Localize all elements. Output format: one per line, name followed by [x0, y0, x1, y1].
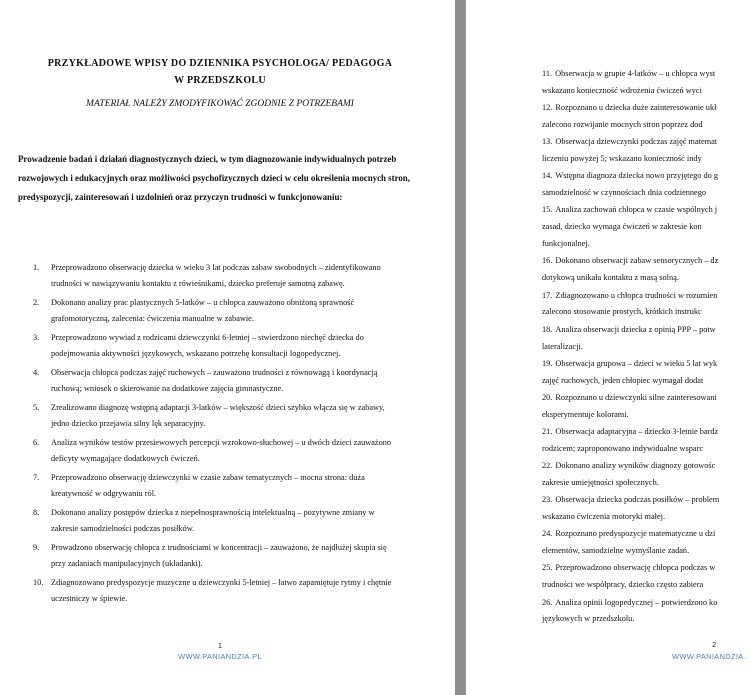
document-title-line-1: PRZYKŁADOWE WPISY DO DZIENNIKA PSYCHOLOGA/ PEDAGOGA: [47, 58, 393, 69]
list-item-number: 14.: [542, 171, 553, 181]
list-item-number: 10.: [33, 578, 44, 587]
list-item: [542, 560, 750, 594]
list-item-line: Obserwacja dziewczynki podczas zajęć matemat: [555, 137, 718, 147]
list-item: [542, 424, 750, 458]
list-item-number: 23.: [542, 495, 553, 505]
list-item-number: 22.: [542, 461, 553, 471]
list-item-number: 26.: [542, 597, 553, 607]
list-item-number: 5.: [33, 403, 40, 412]
list-item: [33, 575, 403, 607]
page-divider: [455, 0, 466, 695]
list-item: [33, 365, 403, 397]
list-item: [542, 492, 750, 526]
list-item-line: dotykową unikała kontaktu z masą solną.: [542, 273, 679, 283]
list-item: [542, 288, 750, 322]
list-item-number: 12.: [542, 103, 553, 113]
list-item-text: Prowadzono obserwację chłopca z trudnościami w koncentracji – zauważono, że najdłużej skupia się przy zadaniach manipulacyjnych (układanki).: [51, 543, 387, 568]
list-item-line: zalecono rozwijanie mocnych stron poprzez dod: [542, 120, 703, 130]
list-item: [542, 134, 750, 168]
list-item-line: zajęć ruchowych, jeden chłopiec wymagał dodat: [542, 375, 704, 385]
list-item-number: 24.: [542, 529, 553, 539]
list-item-line: samodzielność w czynnościach dnia codziennego: [542, 188, 707, 198]
list-item-number: 16.: [542, 256, 553, 266]
footer-website: WWW.PANIANDZIA.PL: [178, 652, 262, 661]
list-item-number: 8.: [33, 508, 40, 517]
list-item: [33, 540, 403, 572]
list-item-line: Wstępna diagnoza dziecka nowo przyjętego do g: [555, 171, 719, 181]
list-item: [542, 458, 750, 492]
list-item-number: 2.: [33, 298, 40, 307]
list-item-number: 3.: [33, 333, 40, 342]
list-item-line: liczeniu powyżej 5; wskazano konieczność indy: [542, 154, 702, 164]
list-item-number: 4.: [33, 368, 40, 377]
page-number: 1: [217, 641, 223, 650]
list-item-line: Analiza opinii logopedycznej – potwierdzono ko: [555, 597, 718, 607]
list-item: [542, 168, 750, 202]
list-item-number: 7.: [33, 473, 40, 482]
list-item-number: 21.: [542, 427, 553, 436]
list-item-line: językowych w przedszkolu.: [542, 614, 635, 624]
list-item-number: 13.: [542, 137, 553, 147]
list-item: [33, 470, 403, 502]
document-title-line-2: W PRZEDSZKOLU: [174, 75, 266, 86]
list-item-line: Rozpoznano u dziewczynki silne zainteresowani: [555, 392, 717, 402]
list-item: [542, 526, 750, 560]
list-item-number: 6.: [33, 438, 40, 447]
list-item-number: 19.: [542, 358, 553, 368]
list-item-line: eksperymentuje kolorami.: [542, 409, 629, 419]
list-item-line: Zdiagnozowano u chłopca trudności w rozumien: [555, 290, 718, 300]
list-item-line: Obserwacja w grupie 4-latków – u chłopca wyst: [555, 69, 716, 78]
list-item: [542, 66, 750, 100]
list-item-line: Przeprowadzono obserwację chłopca podczas w: [555, 563, 716, 573]
list-item-line: Analiza obserwacji dziecka z opinią PPP – potw: [555, 324, 716, 334]
list-item: [33, 330, 403, 362]
list-item-line: Obserwacja grupowa – dzieci w wieku 5 lat wyk: [555, 358, 718, 368]
list-item-line: wskazano konieczność wdrożenia ćwiczeń wyci: [542, 85, 702, 95]
list-item-line: funkcjonalnej.: [542, 239, 590, 249]
list-item: [542, 253, 750, 287]
list-item-text: Przeprowadzono obserwację dziewczynki w czasie zabaw tematycznych – mocna strona: duża kreatywność w odgrywaniu ról.: [51, 473, 365, 498]
document-page-2: [466, 0, 750, 695]
list-item-line: zasad, dziecko wymaga ćwiczeń w zakresie kon: [542, 222, 702, 232]
page-number: 2: [712, 640, 717, 649]
list-item-text: Dokonano analizy prac plastycznych 5-latków – u chłopca zauważono obniżoną sprawność grafomotoryczną, zalecenia: ćwiczenia manualne w zabawie.: [51, 298, 355, 323]
list-item: [542, 100, 750, 134]
list-item-number: 25.: [542, 563, 553, 573]
list-item: [33, 400, 403, 432]
list-item-line: Rozpoznano predyspozycje matematyczne u dzi: [555, 529, 716, 539]
list-item: [542, 202, 750, 253]
list-item-number: 15.: [542, 205, 553, 215]
list-item-number: 11.: [542, 69, 553, 78]
list-item-text: Obserwacja chłopca podczas zajęć ruchowych – zauważono trudności z równowagą i koordynacją ruchową; wniosek o skierowanie na dodatkowe zajęcia gimnastyczne.: [51, 368, 378, 393]
document-subtitle: MATERIAŁ NALEŻY ZMODYFIKOWAĆ ZGODNIE Z POTRZEBAMI: [86, 99, 354, 109]
list-item-line: wskazano ćwiczenia motoryki małej.: [542, 512, 666, 522]
entries-list-page-1: [33, 260, 403, 610]
list-item-number: 18.: [542, 324, 553, 334]
list-item-number: 9.: [33, 543, 40, 552]
list-item: [542, 322, 750, 356]
list-item-number: 1.: [33, 263, 40, 272]
list-item: [542, 356, 750, 390]
list-item: [33, 260, 403, 292]
footer-website: WWW.PANIANDZIA.: [672, 652, 746, 661]
list-item: [33, 505, 403, 537]
list-item-text: Przeprowadzono wywiad z rodzicami dziewczynki 6-letniej – stwierdzono niechęć dziecka do podejmowania aktywności językowych, wskazano potrzebę konsultacji logopedycznej.: [51, 333, 364, 358]
list-item: [542, 595, 750, 629]
list-item-line: lateralizacji.: [542, 341, 583, 351]
list-item-line: zakresie umiejętności społecznych.: [542, 478, 659, 488]
list-item: [542, 390, 750, 424]
list-item-line: rodzicem; zaproponowano indywidualne wsparc: [542, 443, 704, 453]
list-item-line: Analiza zachowań chłopca w czasie wspólnych j: [555, 205, 718, 215]
list-item-line: elementów, samodzielne wymyślanie zadań.: [542, 546, 690, 556]
list-item-line: Dokonano analizy wyników diagnozy gotowośc: [555, 461, 716, 471]
list-item: [33, 435, 403, 467]
list-item-line: Obserwacja dziecka podczas posiłków – problem: [555, 495, 720, 505]
list-item-line: trudności we współpracy, dziecko często zabiera: [542, 580, 704, 590]
list-item-line: Obserwacja adaptacyjna – dziecko 3-letnie bardz: [555, 427, 719, 436]
list-item-text: Analiza wyników testów przesiewowych percepcji wzrokowo-słuchowej – u dwóch dzieci zauważono deficyty wymagające dodatkowych ćwiczeń.: [51, 438, 392, 463]
list-item-text: Zdiagnozowano predyspozycje muzyczne u dziewczynki 5-letniej – łatwo zapamiętuje rytmy i chętnie uczestniczy w śpiewie.: [51, 578, 392, 603]
list-item: [33, 295, 403, 327]
list-item-line: Dokonano obserwacji zabaw sensorycznych – dz: [555, 256, 719, 266]
list-item-line: Rozpoznano u dziecka duże zainteresowanie ukł: [555, 103, 717, 113]
list-item-text: Dokonano analizy postępów dziecka z niepełnosprawnością intelektualną – pozytywne zmiany w zakresie samodzielności podczas posiłków.: [51, 508, 375, 533]
list-item-text: Przeprowadzono obserwację dziecka w wieku 3 lat podczas zabaw swobodnych – zidentyfikowano trudności w nawiązywaniu kontaktu z rówieśnikami, dziecko preferuje samotną zabawę.: [51, 263, 381, 288]
list-item-text: Zrealizowano diagnozę wstępną adaptacji 3-latków – większość dzieci szybko włącza się w zabawy, jedno dziecko przejawia silny lęk separacyjny.: [51, 403, 385, 428]
list-item-line: zalecono stosowanie prostych, krótkich instrukc: [542, 307, 702, 317]
list-item-number: 20.: [542, 392, 553, 402]
list-item-number: 17.: [542, 290, 553, 300]
entries-list-page-2: [542, 66, 750, 629]
intro-paragraph: Prowadzenie badań i działań diagnostycznych dzieci, w tym diagnozowanie indywidualnych potrzeb rozwojowych i edukacyjnych oraz możliwości psychofizycznych dzieci w celu określenia mocnych stron, predyspozycji, zainteresowań i uzdolnień oraz przyczyn trudności w funkcjonowaniu:: [18, 154, 410, 202]
